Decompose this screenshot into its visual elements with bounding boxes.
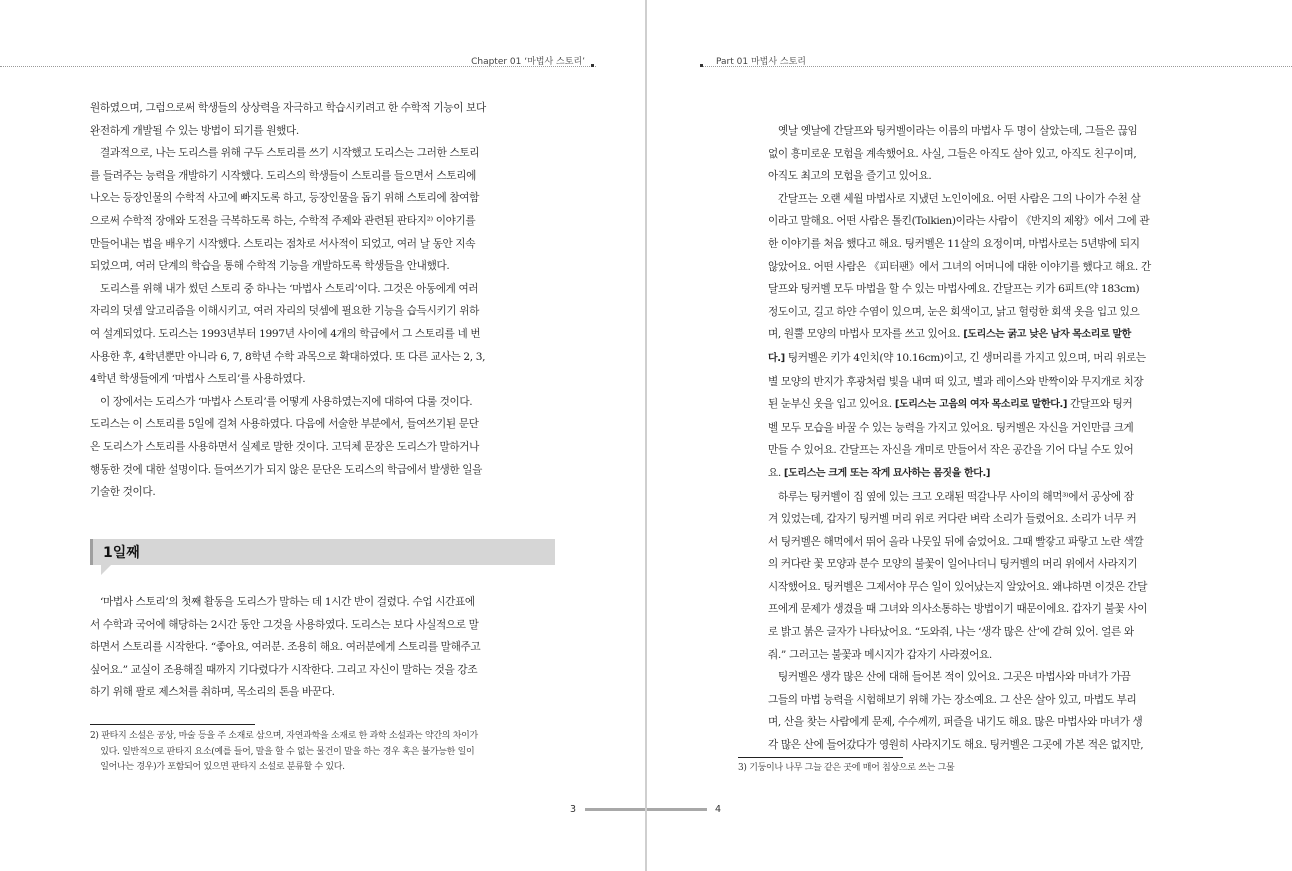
left-running-header: Chapter 01 ‘마법사 스토리’ <box>471 57 585 67</box>
left-footnote-rule <box>90 724 255 725</box>
text-line: 하면서 스토리를 시작한다. “좋아요, 여러분. 조용히 해요. 여러분에게 스토리를 말해주고 <box>90 641 481 654</box>
text-line: 사용한 후, 4학년뿐만 아니라 6, 7, 8학년 수학 과목으로 확대하였다. 또 다른 교사는 2, 3, <box>90 350 486 363</box>
text-line: 하루는 팅커벨이 집 옆에 있는 크고 오래된 떡갈나무 사이의 해먹³⁾에서 공상에 잠 <box>778 490 1134 503</box>
text-line: 만들어내는 법을 배우기 시작했다. 스토리는 점차로 서사적이 되었고, 여러 날 동안 지속 <box>90 237 476 250</box>
text-line: 이라고 말해요. 어떤 사람은 톨킨(Tolkien)이라는 사람이 《반지의 제왕》에서 그에 관 <box>768 215 1150 228</box>
text-line: 행동한 것에 대한 설명이다. 들여쓰기가 되지 않은 문단은 도리스의 학급에서 발생한 일을 <box>90 463 483 476</box>
text-run: 된 눈부신 옷을 입고 있어요. <box>768 398 895 411</box>
text-run: 요. <box>768 466 784 479</box>
left-page-bar <box>585 808 645 811</box>
left-para-5 <box>90 591 555 704</box>
footnote-line: 2) 판타지 소설은 공상, 마술 등을 주 소재로 삼으며, 자연과학을 소재로 한 과학 소설과는 약간의 차이가 <box>90 731 478 741</box>
text-line: 시작했어요. 팅커벨은 그제서야 무슨 일이 있어났는지 알았어요. 왜냐하면 이것은 간달 <box>768 580 1148 593</box>
stage-direction: [도리스는 크게 또는 작게 묘사하는 몸짓을 한다.] <box>783 467 991 479</box>
footnote-line: 있다. 일반적으로 판타지 요소(예를 들어, 말을 할 수 없는 물건이 말을 하는 경우 혹은 불가능한 일이 <box>90 746 475 757</box>
section-heading-tail <box>101 565 111 575</box>
text-line: 되었으며, 여러 단계의 학습을 통해 수학적 기능을 개발하도록 학생들을 안내했다. <box>90 260 450 273</box>
text-line: 4학년 학생들에게 ‘마법사 스토리’를 사용하였다. <box>90 373 306 386</box>
text-run: 며, 원뿔 모양의 마법사 모자를 쓰고 있어요. <box>768 328 964 341</box>
section-title: 1일째 <box>103 545 140 561</box>
right-page-number: 4 <box>715 804 722 815</box>
text-line: 한 이야기를 처음 했다고 해요. 팅커벨은 11살의 요정이며, 마법사로는 5년밖에 되지 <box>768 237 1140 250</box>
left-para-3 <box>90 278 555 391</box>
text-line: 도리스는 이 스토리를 5일에 걸쳐 사용하였다. 다음에 서술한 부분에서, 들여쓰기된 문단 <box>90 418 479 431</box>
text-line: 줘.” 그러고는 불꽃과 메시지가 갑자기 사라졌어요. <box>768 648 992 661</box>
right-page-text <box>768 120 1175 757</box>
text-line: 완전하게 개발될 수 있는 방법이 되기를 원했다. <box>90 124 299 137</box>
right-footnote-rule <box>738 757 903 758</box>
right-para-3 <box>768 486 1175 667</box>
text-line: 각 많은 산에 들어갔다가 영원히 사라지기도 해요. 팅커벨은 그곳에 가본 적은 없지만, <box>768 739 1144 752</box>
text-line: 서 팅커벨은 해먹에서 뛰어 올라 나뭇잎 뒤에 숨었어요. 그때 빨갛고 파랗고 노란 색깔 <box>768 535 1144 548</box>
text-line: 만들 수 있어요. 간달프는 자신을 개미로 만들어서 작은 공간을 기어 다닐 수도 있어 <box>768 444 1134 457</box>
left-para-4 <box>90 391 555 504</box>
text-line: 팅커벨은 생각 많은 산에 대해 들어본 적이 있어요. 그곳은 마법사와 마녀가 가끔 <box>778 671 1131 684</box>
footnote-line: 일어나는 경우)가 포함되어 있으면 판타지 소설로 분류할 수 있다. <box>90 762 345 772</box>
text-line <box>768 323 1175 347</box>
text-line: 않았어요. 어떤 사람은 《피터팬》에서 그녀의 어머니에 대한 이야기를 했다고 해요. 간 <box>768 260 1151 273</box>
left-footnote <box>90 729 478 776</box>
left-page-top-text <box>90 97 555 504</box>
text-line: 그들의 마법 능력을 시험해보기 위해 가는 장소예요. 그 산은 살아 있고, 마법도 부리 <box>768 693 1137 706</box>
text-line: 자리의 덧셈 알고리즘을 이해시키고, 여러 자리의 덧셈에 필요한 기능을 습득시키기 위하 <box>90 305 479 318</box>
text-line: 며, 산을 찾는 사람에게 문제, 수수께끼, 퍼즐을 내기도 해요. 많은 마법사와 마녀가 생 <box>768 716 1143 729</box>
text-line: 여 설계되었다. 도리스는 1993년부터 1997년 사이에 4개의 학급에서 그 스토리를 네 번 <box>90 327 481 340</box>
text-line <box>768 462 1175 486</box>
text-line: 로 밝고 붉은 글자가 나타났어요. “도와줘, 나는 ‘생각 많은 산’에 갇혀 있어. 얼른 와 <box>768 626 1134 639</box>
text-line: 프에게 문제가 생겼을 때 그녀와 의사소통하는 방법이기 때문이에요. 갑자기 불꽃 사이 <box>768 603 1148 616</box>
text-line: 달프와 팅커벨 모두 마법을 할 수 있는 마법사예요. 간달프는 키가 6피트(약 183cm) <box>768 283 1140 296</box>
text-line: 은 도리스가 스토리를 사용하면서 실제로 말한 것이다. 고딕체 문장은 도리스가 말하거나 <box>90 440 479 453</box>
left-header-dot <box>591 64 594 67</box>
text-line: 겨 있었는데, 갑자기 팅커벨 머리 위로 커다란 벼락 소리가 들렸어요. 소리가 너무 커 <box>768 513 1137 526</box>
left-para-2 <box>90 142 555 278</box>
text-line: 간달프는 오랜 세월 마법사로 지냈던 노인이에요. 어떤 사람은 그의 나이가 수천 살 <box>778 192 1141 205</box>
text-line: 옛날 옛날에 간달프와 팅커벨이라는 이름의 마법사 두 명이 살았는데, 그들은 끊임 <box>778 125 1138 137</box>
right-footnote: 3) 기둥이나 나무 그늘 같은 곳에 매어 침상으로 쓰는 그물 <box>738 763 955 773</box>
left-para-1 <box>90 97 555 142</box>
text-line: 없이 흥미로운 모험을 계속했어요. 사실, 그들은 아직도 살아 있고, 아직도 친구이며, <box>768 147 1137 160</box>
book-spine <box>645 0 647 871</box>
text-line: 별 모양의 반지가 후광처럼 빛을 내며 떠 있고, 별과 레이스와 반짝이와 무지개로 치장 <box>768 375 1144 388</box>
text-line: 정도이고, 길고 하얀 수염이 있으며, 눈은 회색이고, 낡고 헐렁한 회색 옷을 입고 있으 <box>768 305 1140 318</box>
text-line: 원하였으며, 그럼으로써 학생들의 상상력을 자극하고 학습시키려고 한 수학적 기능이 보다 <box>90 102 486 114</box>
text-line: 서 수학과 국어에 해당하는 2시간 동안 그것을 사용하였다. 도리스는 보다 사실적으로 말 <box>90 618 479 631</box>
text-line: 기술한 것이다. <box>90 486 156 499</box>
text-line: 의 커다란 꽃 모양과 분수 모양의 불꽃이 일어나더니 팅커벨의 머리 위에서 사라지기 <box>768 558 1138 571</box>
right-para-2 <box>768 188 1175 486</box>
right-para-1 <box>768 120 1175 188</box>
left-page-bottom-text <box>90 591 555 704</box>
text-line: 하기 위해 팔로 제스처를 취하며, 목소리의 톤을 바꾼다. <box>90 686 335 699</box>
text-line: 으로써 수학적 장애와 도전을 극복하도록 하는, 수학적 주제와 관련된 판타지²⁾ 이야기를 <box>90 214 476 227</box>
right-para-4 <box>768 666 1175 756</box>
text-line: 결과적으로, 나는 도리스를 위해 구두 스토리를 쓰기 시작했고 도리스는 그러한 스토리 <box>100 147 480 160</box>
text-run: 팅커벨은 키가 4인치(약 10.16cm)이고, 긴 생머리를 가지고 있으며, 머리 위로는 <box>784 351 1146 364</box>
text-line: 싶어요.” 교실이 조용해질 때까지 기다렸다가 시작한다. 그리고 자신이 말하는 것을 강조 <box>90 663 478 676</box>
text-line: 아직도 최고의 모험을 즐기고 있어요. <box>768 170 932 183</box>
text-run: 간달프와 팅커 <box>1067 398 1133 411</box>
right-header-dot <box>700 64 703 67</box>
text-line: 를 들려주는 능력을 개발하기 시작했다. 도리스의 학생들이 스토리를 들으면서 스토리에 <box>90 169 476 182</box>
text-line <box>768 393 1175 417</box>
right-running-header: Part 01 마법사 스토리 <box>716 57 806 67</box>
stage-direction: 다.] <box>768 352 785 364</box>
text-line: 벨 모두 모습을 바꿀 수 있는 능력을 가지고 있어요. 팅커벨은 자신을 거인만큼 크게 <box>768 421 1134 434</box>
text-line: 이 장에서는 도리스가 ‘마법사 스토리’를 어떻게 사용하였는지에 대하여 다룰 것이다. <box>100 395 473 408</box>
section-heading-bar <box>90 539 555 565</box>
text-line: 나오는 등장인물의 수학적 사고에 빠지도록 하고, 등장인물을 돕기 위해 스토리에 참여함 <box>90 192 479 205</box>
right-page-bar <box>647 808 707 811</box>
text-line: 도리스를 위해 내가 썼던 스토리 중 하나는 ‘마법사 스토리’이다. 그것은 아동에게 여러 <box>100 282 479 295</box>
text-line <box>768 347 1175 371</box>
text-line: ‘마법사 스토리’의 첫째 활동을 도리스가 말하는 데 1시간 반이 걸렸다. 수업 시간표에 <box>100 596 475 608</box>
stage-direction: [도리스는 고음의 여자 목소리로 말한다.] <box>894 399 1068 411</box>
stage-direction: [도리스는 굵고 낮은 남자 목소리로 말한 <box>963 329 1131 341</box>
left-page-number: 3 <box>570 804 577 815</box>
